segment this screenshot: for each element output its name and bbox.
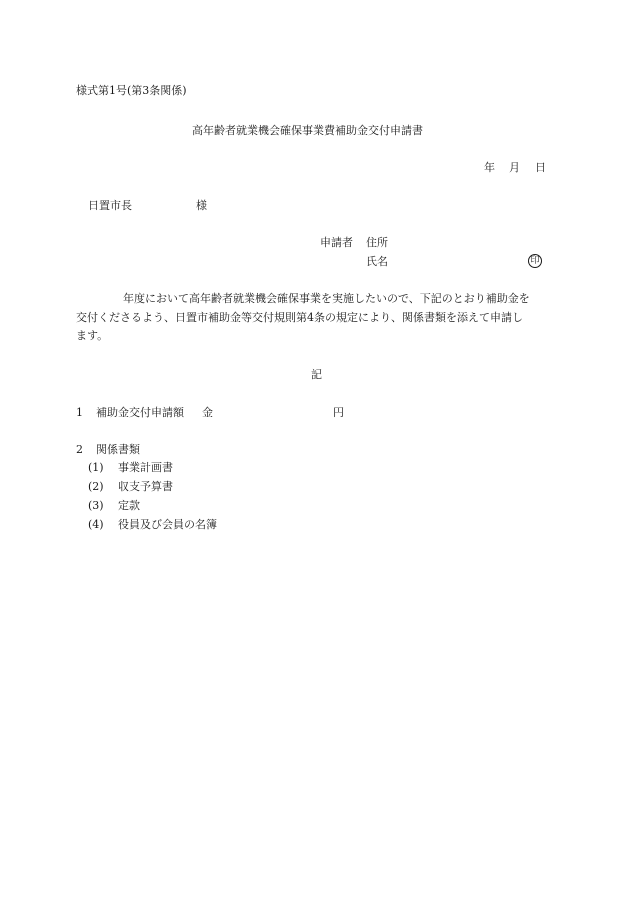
document-title: 高年齢者就業機会確保事業費補助金交付申請書 xyxy=(192,124,423,137)
applicant-label: 申請者 xyxy=(320,236,353,249)
doc-item-1-number: (1) xyxy=(88,461,104,474)
name-label: 氏名 xyxy=(366,255,388,268)
date-month: 月 xyxy=(509,161,520,174)
form-label: 様式第1号(第3条関係) xyxy=(76,84,187,97)
doc-item-3-number: (3) xyxy=(88,499,104,512)
ki-heading: 記 xyxy=(311,368,322,381)
seal-mark: 印 xyxy=(528,254,542,268)
doc-item-1-name: 事業計画書 xyxy=(118,461,173,474)
doc-item-2-name: 収支予算書 xyxy=(118,480,173,493)
item1-label: 補助金交付申請額 xyxy=(96,406,184,419)
item2-label: 関係書類 xyxy=(96,443,140,456)
item2-number: 2 xyxy=(76,443,83,456)
addressee-name: 日置市長 xyxy=(88,199,132,212)
item1-number: 1 xyxy=(76,406,83,419)
doc-item-3-name: 定款 xyxy=(118,499,140,512)
date-year: 年 xyxy=(484,161,495,174)
doc-item-2-number: (2) xyxy=(88,480,104,493)
date-day: 日 xyxy=(535,161,546,174)
addressee-honorific: 様 xyxy=(196,199,207,212)
item1-unit: 円 xyxy=(333,406,344,419)
body-line-3: ます。 xyxy=(76,329,109,342)
body-line-1: 年度において高年齢者就業機会確保事業を実施したいので、下記のとおり補助金を xyxy=(123,292,530,305)
address-label: 住所 xyxy=(366,236,388,249)
doc-item-4-number: (4) xyxy=(88,518,104,531)
doc-item-4-name: 役員及び会員の名簿 xyxy=(118,518,217,531)
body-line-2: 交付くださるよう、日置市補助金等交付規則第4条の規定により、関係書類を添えて申請し xyxy=(76,311,523,324)
item1-prefix: 金 xyxy=(202,406,213,419)
